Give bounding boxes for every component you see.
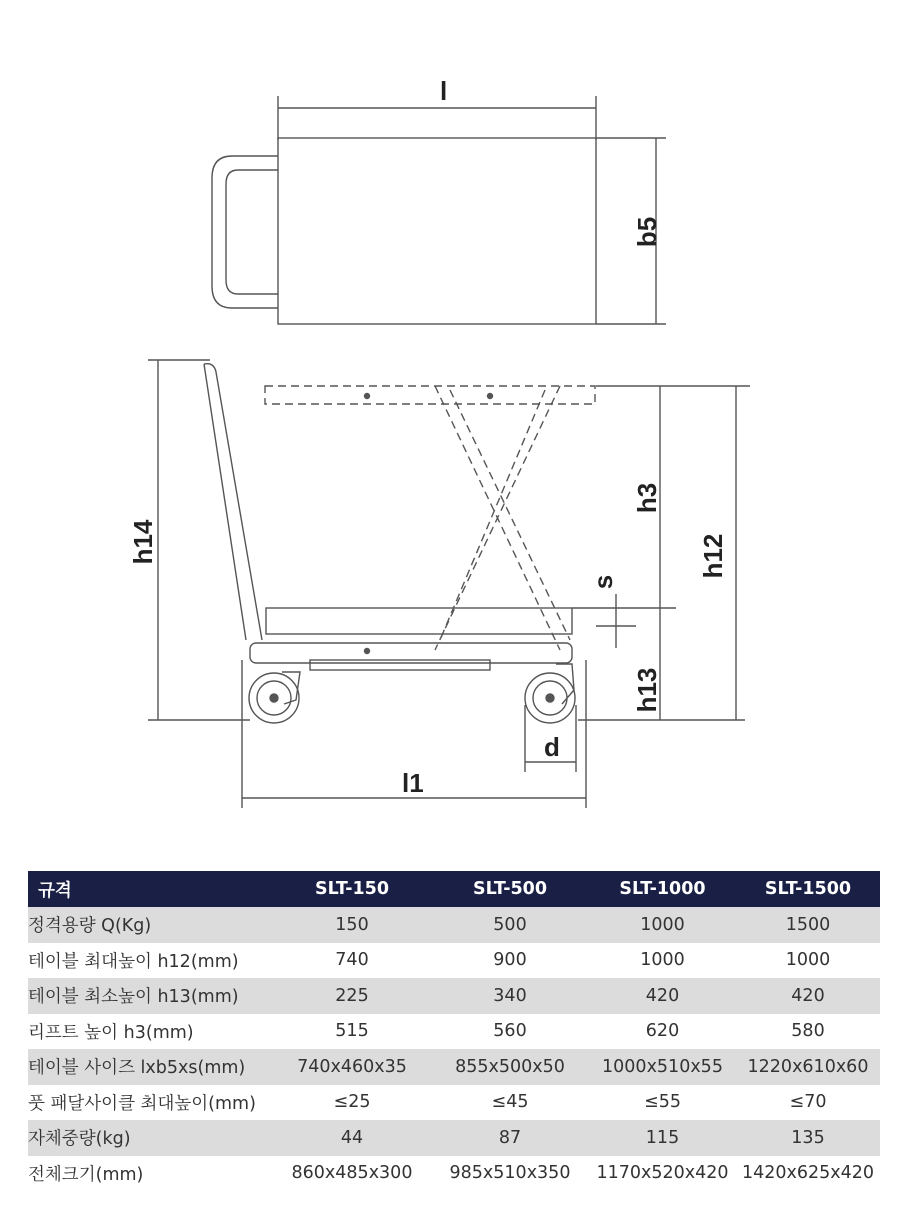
label-h12: h12 — [698, 533, 728, 579]
cell: 740x460x35 — [273, 1049, 431, 1085]
table-row — [28, 1120, 880, 1156]
cell: 115 — [589, 1120, 736, 1156]
label-h14: h14 — [128, 519, 158, 565]
table-row — [28, 978, 880, 1014]
cell: 150 — [273, 907, 431, 943]
cell: ≤25 — [273, 1085, 431, 1121]
label-s: s — [588, 574, 618, 590]
top-view-handle — [212, 156, 278, 308]
cell: 44 — [273, 1120, 431, 1156]
table-row — [28, 943, 880, 979]
row-label: 풋 패달사이클 최대높이(mm) — [28, 1085, 273, 1121]
cell: 225 — [273, 978, 431, 1014]
cell: 1000x510x55 — [589, 1049, 736, 1085]
cell: 740 — [273, 943, 431, 979]
cell: 1000 — [589, 943, 736, 979]
cell: 420 — [736, 978, 880, 1014]
header-slt-1000: SLT-1000 — [589, 871, 736, 907]
table-row — [28, 1156, 880, 1192]
header-slt-500: SLT-500 — [431, 871, 589, 907]
header-slt-150: SLT-150 — [273, 871, 431, 907]
cell: 515 — [273, 1014, 431, 1050]
row-label: 자체중량(kg) — [28, 1120, 273, 1156]
cell: 500 — [431, 907, 589, 943]
label-h3: h3 — [632, 482, 662, 514]
cell: 620 — [589, 1014, 736, 1050]
cell: 87 — [431, 1120, 589, 1156]
row-label: 전체크기(mm) — [28, 1156, 273, 1192]
cell: 580 — [736, 1014, 880, 1050]
label-b5: b5 — [632, 216, 662, 248]
label-l: l — [440, 76, 448, 106]
label-l1: l1 — [402, 768, 424, 798]
label-d: d — [544, 732, 560, 762]
table-row — [28, 1049, 880, 1085]
label-h13: h13 — [632, 667, 662, 713]
cell: 560 — [431, 1014, 589, 1050]
cell: 855x500x50 — [431, 1049, 589, 1085]
cell: 1220x610x60 — [736, 1049, 880, 1085]
row-label: 정격용량 Q(Kg) — [28, 907, 273, 943]
cell: 860x485x300 — [273, 1156, 431, 1192]
row-label: 테이블 최대높이 h12(mm) — [28, 943, 273, 979]
cell: 1000 — [589, 907, 736, 943]
row-label: 리프트 높이 h3(mm) — [28, 1014, 273, 1050]
header-spec: 규격 — [28, 871, 273, 907]
table-row — [28, 1085, 880, 1121]
cell: ≤70 — [736, 1085, 880, 1121]
cell: 1170x520x420 — [589, 1156, 736, 1192]
cell: ≤55 — [589, 1085, 736, 1121]
spec-table-header — [28, 871, 880, 907]
row-label: 테이블 최소높이 h13(mm) — [28, 978, 273, 1014]
table-row — [28, 907, 880, 943]
header-slt-1500: SLT-1500 — [736, 871, 880, 907]
table-row — [28, 1014, 880, 1050]
cell: 1500 — [736, 907, 880, 943]
cell: 985x510x350 — [431, 1156, 589, 1192]
cell: ≤45 — [431, 1085, 589, 1121]
spec-table — [28, 871, 880, 1191]
cell: 340 — [431, 978, 589, 1014]
cell: 1420x625x420 — [736, 1156, 880, 1192]
top-view-table — [278, 138, 596, 324]
row-label: 테이블 사이즈 lxb5xs(mm) — [28, 1049, 273, 1085]
cell: 135 — [736, 1120, 880, 1156]
cell: 420 — [589, 978, 736, 1014]
cell: 1000 — [736, 943, 880, 979]
cell: 900 — [431, 943, 589, 979]
